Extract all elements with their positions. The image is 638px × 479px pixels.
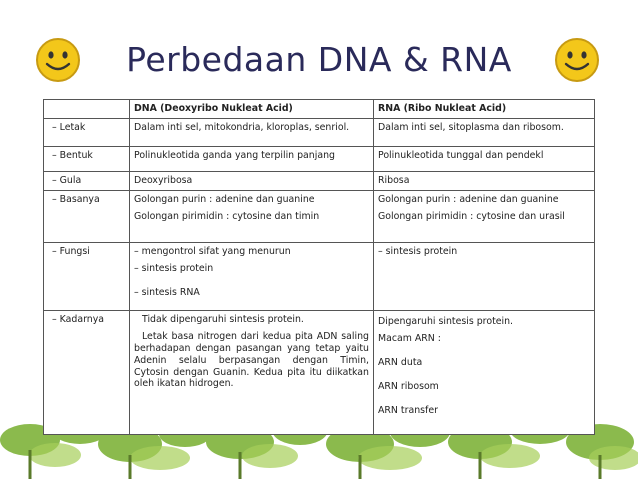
dna-cell: Polinukleotida ganda yang terpilin panjang: [130, 146, 374, 171]
cell-line: – sintesis protein: [134, 263, 214, 275]
cell-line: – sintesis RNA: [134, 287, 200, 298]
table-row: [44, 118, 595, 146]
dna-cell: [130, 242, 374, 310]
dna-cell: Dalam inti sel, mitokondria, kloroplas, senriol.: [130, 118, 374, 146]
smiley-face-icon: [553, 36, 601, 84]
cell-line: ARN ribosom: [378, 380, 439, 392]
dna-cell: [130, 310, 374, 434]
table-row: [44, 146, 595, 171]
row-label: – Letak: [44, 118, 130, 146]
rna-cell: [374, 310, 595, 434]
table-row: [44, 171, 595, 190]
cell-line: ARN duta: [378, 357, 423, 368]
header-cell-rna: RNA (Ribo Nukleat Acid): [374, 100, 595, 119]
table-row: [44, 190, 595, 242]
cell-line: Golongan pirimidin : cytosine dan urasil: [378, 211, 565, 223]
slide-title: Perbedaan DNA & RNA: [126, 40, 512, 79]
table-header-row: [44, 100, 595, 119]
cell-line: Macam ARN :: [378, 333, 441, 345]
row-label: – Fungsi: [44, 242, 130, 310]
rna-cell: [374, 190, 595, 242]
header-cell-dna: DNA (Deoxyribo Nukleat Acid): [130, 100, 374, 119]
rna-cell: – sintesis protein: [374, 242, 595, 310]
cell-paragraph: Letak basa nitrogen dari kedua pita ADN saling berhadapan dengan pasangan yang tetap yaitu Adenin selalu berpasangan dengan Timin, Cytosin dengan Guanin. Kedua pita itu diikatkan oleh ikatan hidrogen.: [134, 331, 369, 390]
cell-line: Golongan pirimidin : cytosine dan timin: [134, 211, 320, 223]
rna-cell: Dalam inti sel, sitoplasma dan ribosom.: [374, 118, 595, 146]
table-row: [44, 242, 595, 310]
dna-cell: [130, 190, 374, 242]
cell-line: – mengontrol sifat yang menurun: [134, 245, 291, 257]
comparison-table: [43, 99, 595, 435]
rna-cell: Polinukleotida tunggal dan pendekl: [374, 146, 595, 171]
row-label: – Kadarnya: [44, 310, 130, 434]
table-row: [44, 310, 595, 434]
cell-line: Tidak dipengaruhi sintesis protein.: [142, 313, 304, 325]
row-label: – Basanya: [44, 190, 130, 242]
dna-cell: Deoxyribosa: [130, 171, 374, 190]
cell-line: ARN transfer: [378, 404, 438, 416]
row-label: – Gula: [44, 171, 130, 190]
smiley-face-icon: [34, 36, 82, 84]
cell-line: Dipengaruhi sintesis protein.: [378, 315, 514, 327]
cell-line: Golongan purin : adenine dan guanine: [378, 193, 559, 205]
header-cell: [44, 100, 130, 119]
cell-line: Golongan purin : adenine dan guanine: [134, 193, 315, 205]
row-label: – Bentuk: [44, 146, 130, 171]
rna-cell: Ribosa: [374, 171, 595, 190]
